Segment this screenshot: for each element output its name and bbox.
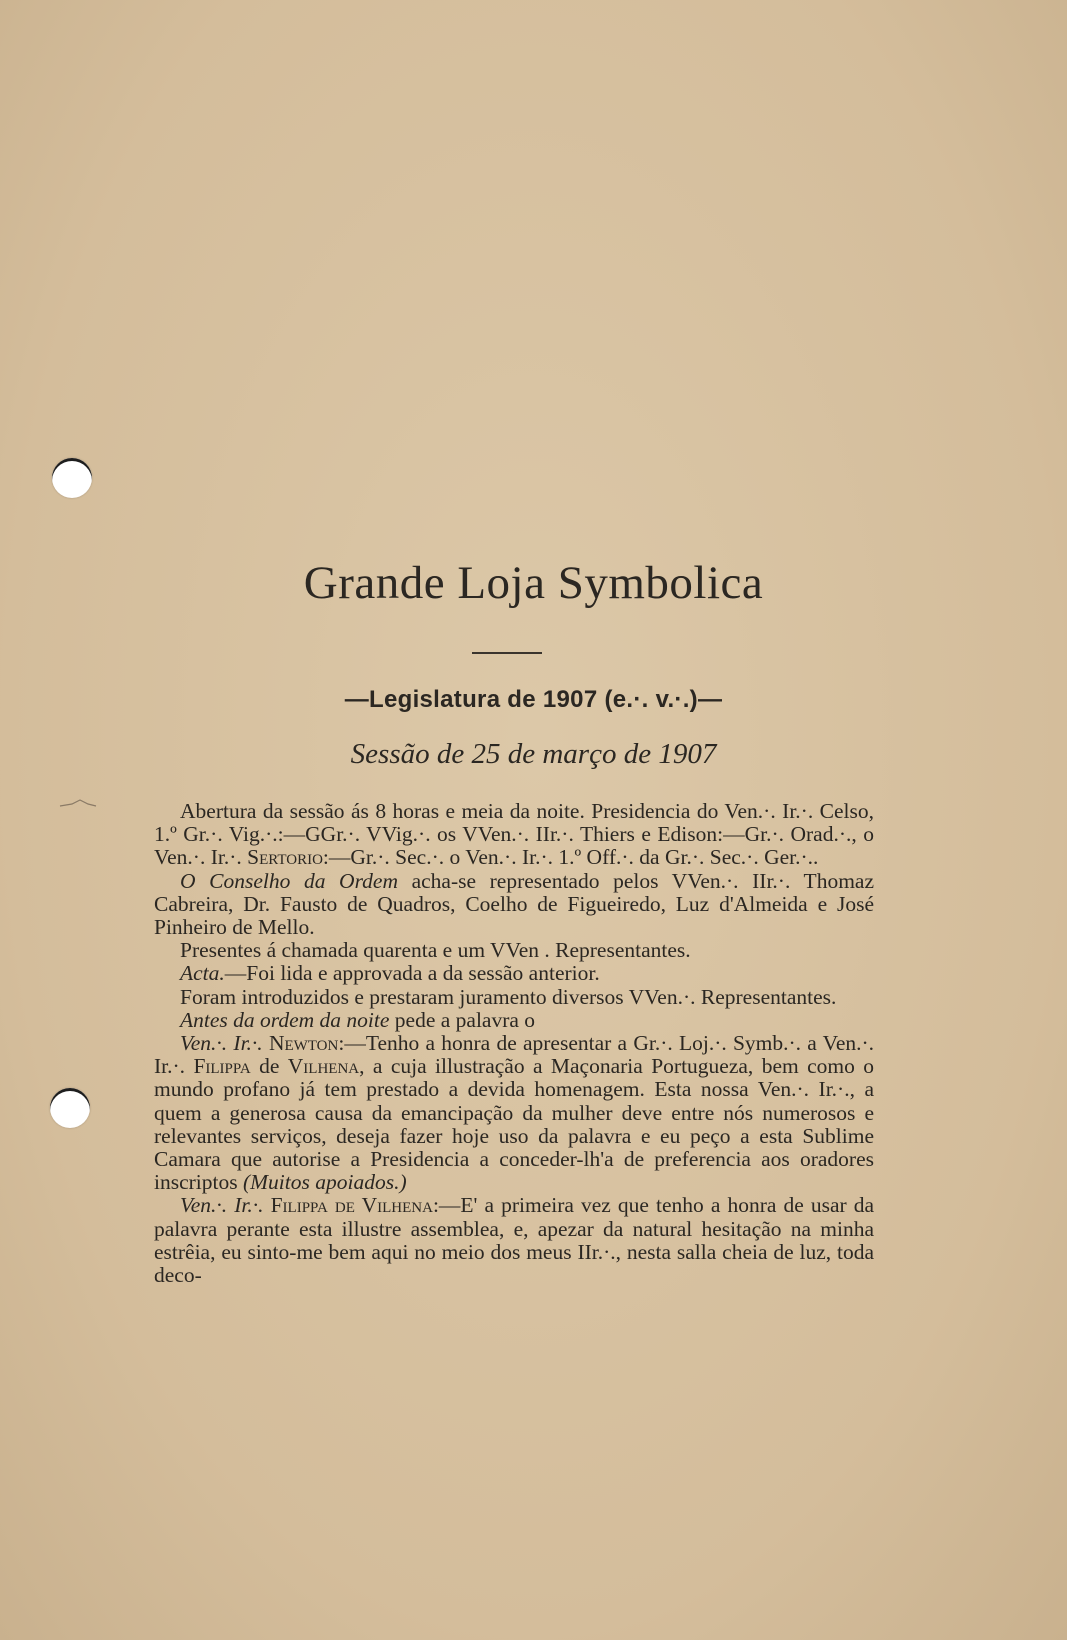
paragraph-newton-speech: Ven.·. Ir.·. Newton:—Tenho a honra de apresentar a Gr.·. Loj.·. Symb.·. a Ven.·. Ir.·. Filippa de Vilhena, a cuja illustração a Maçonaria Portugueza, bem como o mundo profano já tem prestado a devida homenagem. Esta nossa Ven.·. Ir.·., a quem a generosa causa da emancipação da mulher deve entre nós numerosos e relevantes serviços, deseja fazer hoje uso da palavra e eu peço a esta Sublime Camara que autorise a Presidencia a conceder-lh'a de preferencia aos oradores inscriptos (Muitos apoiados.): [154, 1031, 875, 1195]
punch-hole-bottom: [50, 1088, 90, 1128]
paragraph-oath: Foram introduzidos e prestaram juramento diversos VVen.·. Representantes.: [180, 984, 837, 1009]
paragraph-filippa-speech: Ven.·. Ir.·. Filippa de Vilhena:—E' a primeira vez que tenho a honra de usar da palavra perante esta illustre assemblea, e, apezar da natural hesitação na minha estrêia, eu sinto-me bem aqui no meio dos meus IIr.·., nesta salla cheia de luz, toda deco-: [154, 1193, 875, 1288]
paragraph-roll-call: Presentes á chamada quarenta e um VVen . Representantes.: [180, 938, 691, 963]
paragraph-council: O Conselho da Ordem acha-se representado pelos VVen.·. IIr.·. Thomaz Cabreira, Dr. Fausto de Quadros, Coelho de Figueiredo, Luz d'Almeida e José Pinheiro de Mello.: [154, 868, 875, 940]
legislature-subtitle: —Legislatura de 1907 (e.·. v.·.)—: [344, 686, 723, 713]
paper-stain-mark: [58, 798, 98, 808]
paragraph-opening: Abertura da sessão ás 8 horas e meia da noite. Presidencia do Ven.·. Ir.·. Celso, 1.º Gr.·. Vig.·.:—GGr.·. VVig.·. os VVen.·. IIr.·. Thiers e Edison:—Gr.·. Orad.·., o Ven.·. Ir.·. Sertorio:—Gr.·. Sec.·. o Ven.·. Ir.·. 1.º Off.·. da Gr.·. Sec.·. Ger.·..: [154, 799, 874, 870]
paragraph-acta: Acta.—Foi lida e approvada a da sessão anterior.: [180, 961, 600, 986]
minutes-body: [154, 800, 874, 1287]
page-title: Grande Loja Symbolica: [303, 557, 764, 609]
paragraph-order-of-night: Antes da ordem da noite pede a palavra o: [180, 1007, 536, 1032]
session-date: Sessão de 25 de março de 1907: [350, 738, 717, 770]
punch-hole-top: [52, 458, 92, 498]
title-divider: [472, 652, 542, 654]
